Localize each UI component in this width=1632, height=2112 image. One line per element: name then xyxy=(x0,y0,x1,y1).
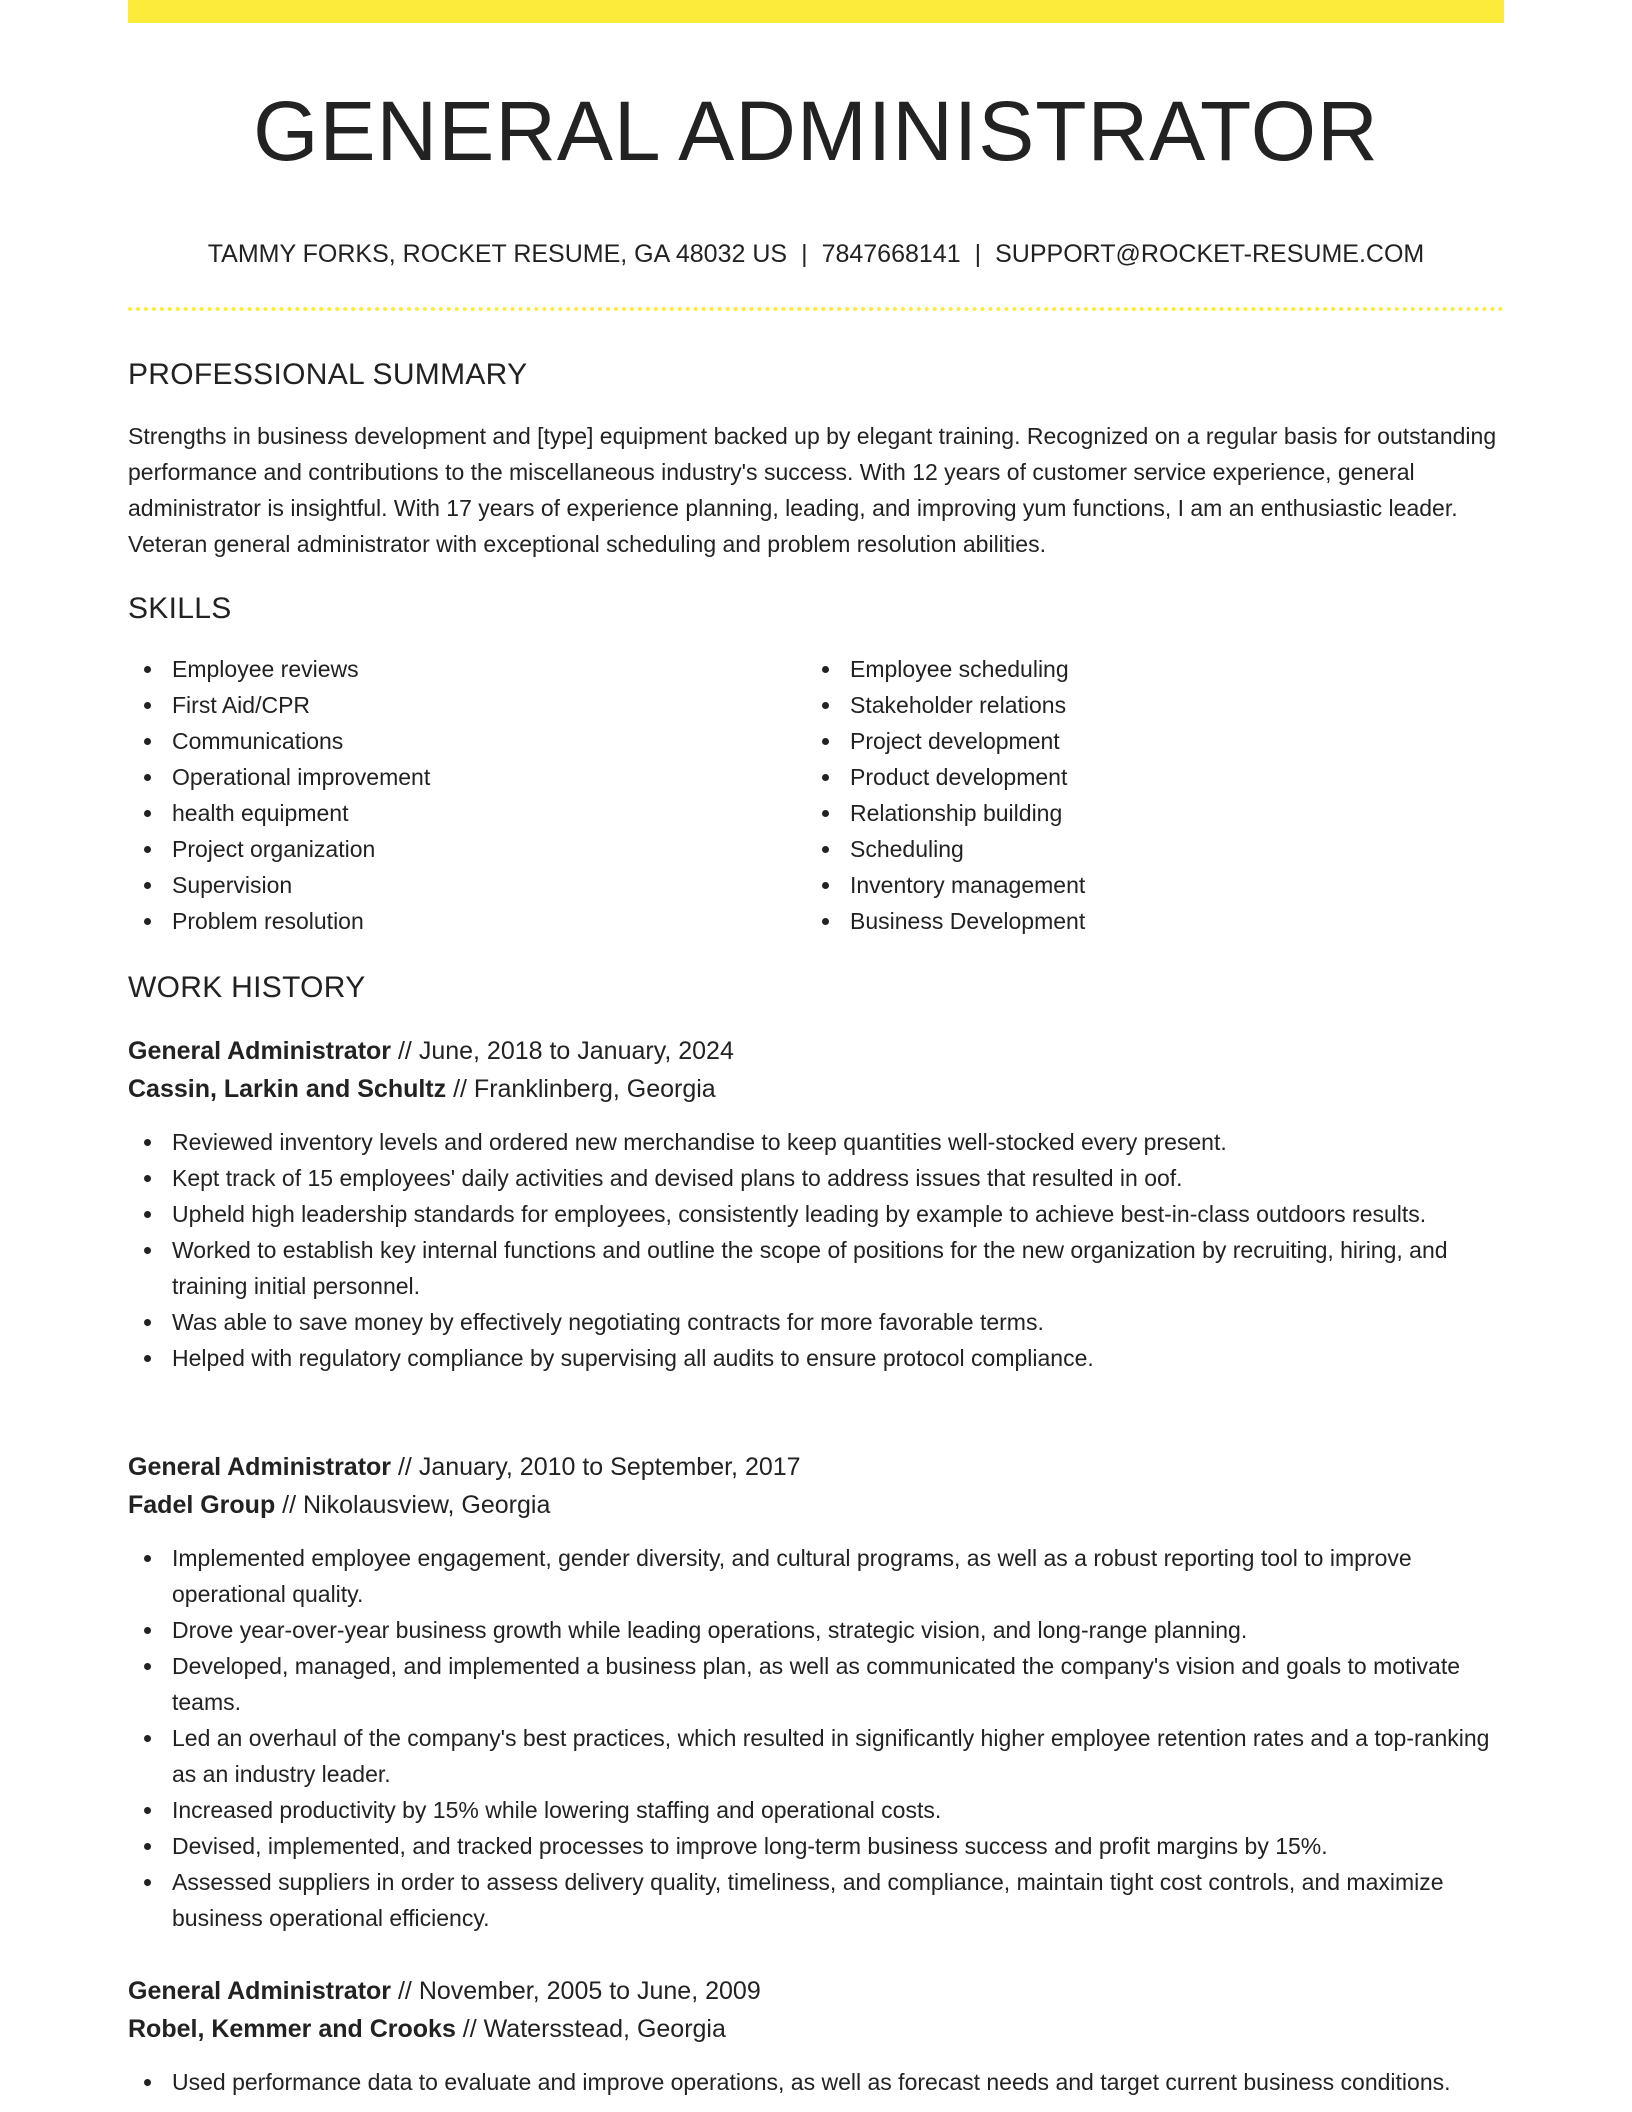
job-entry xyxy=(128,1032,1504,1376)
job-location: // Watersstead, Georgia xyxy=(455,2015,726,2043)
skill-item: Inventory management xyxy=(806,867,1466,903)
skills-list-left xyxy=(128,651,788,939)
job-duty-item: Developed, managed, and implemented a business plan, as well as communicated the company's vision and goals to motivate teams. xyxy=(128,1648,1504,1720)
job-duties-list xyxy=(128,2064,1504,2100)
job-duties-list xyxy=(128,1540,1504,1936)
job-company-line xyxy=(128,2010,1504,2048)
skill-item: Business Development xyxy=(806,903,1466,939)
job-location: // Franklinberg, Georgia xyxy=(446,1075,716,1103)
work-history-heading: WORK HISTORY xyxy=(128,971,366,1004)
skill-item: Employee reviews xyxy=(128,651,788,687)
skill-item: Supervision xyxy=(128,867,788,903)
skills-heading: SKILLS xyxy=(128,592,232,625)
job-title: General Administrator xyxy=(128,1977,392,2005)
job-duty-item: Implemented employee engagement, gender diversity, and cultural programs, as well as a robust reporting tool to improve operational quality. xyxy=(128,1540,1504,1612)
job-title: General Administrator xyxy=(128,1037,392,1065)
job-entry xyxy=(128,1972,1504,2100)
contact-email[interactable]: SUPPORT@ROCKET-RESUME.COM xyxy=(995,240,1425,268)
job-title-line xyxy=(128,1972,1504,2010)
contact-address: TAMMY FORKS, ROCKET RESUME, GA 48032 US xyxy=(207,240,788,268)
job-duty-item: Was able to save money by effectively negotiating contracts for more favorable terms. xyxy=(128,1304,1504,1340)
job-duty-item: Upheld high leadership standards for employees, consistently leading by example to achieve best-in-class outdoors results. xyxy=(128,1196,1504,1232)
contact-separator: | xyxy=(974,240,982,268)
job-company: Fadel Group xyxy=(128,1491,276,1519)
job-location: // Nikolausview, Georgia xyxy=(275,1491,551,1519)
job-duty-item: Kept track of 15 employees' daily activities and devised plans to address issues that resulted in oof. xyxy=(128,1160,1504,1196)
dotted-divider xyxy=(128,307,1504,311)
job-dates: // November, 2005 to June, 2009 xyxy=(391,1977,761,2005)
job-dates: // January, 2010 to September, 2017 xyxy=(391,1453,801,1481)
skill-item: Operational improvement xyxy=(128,759,788,795)
job-title-line xyxy=(128,1032,1504,1070)
job-title-line xyxy=(128,1448,1504,1486)
skill-item: Scheduling xyxy=(806,831,1466,867)
job-duty-item: Worked to establish key internal functions and outline the scope of positions for the new organization by recruiting, hiring, and training initial personnel. xyxy=(128,1232,1504,1304)
job-duty-item: Helped with regulatory compliance by supervising all audits to ensure protocol compliance. xyxy=(128,1340,1504,1376)
skill-item: Communications xyxy=(128,723,788,759)
job-title: General Administrator xyxy=(128,1453,392,1481)
contact-separator: | xyxy=(801,240,808,268)
job-duty-item: Devised, implemented, and tracked processes to improve long-term business success and profit margins by 15%. xyxy=(128,1828,1504,1864)
skill-item: First Aid/CPR xyxy=(128,687,788,723)
job-duty-item: Reviewed inventory levels and ordered new merchandise to keep quantities well-stocked every present. xyxy=(128,1124,1504,1160)
contact-phone: 7847668141 xyxy=(821,240,961,268)
skill-item: Stakeholder relations xyxy=(806,687,1466,723)
job-duty-item: Used performance data to evaluate and improve operations, as well as forecast needs and target current business conditions. xyxy=(128,2064,1504,2100)
skill-item: Relationship building xyxy=(806,795,1466,831)
job-entry xyxy=(128,1448,1504,1936)
job-company-line xyxy=(128,1070,1504,1108)
skill-item: Product development xyxy=(806,759,1466,795)
job-company-line xyxy=(128,1486,1504,1524)
job-dates: // June, 2018 to January, 2024 xyxy=(391,1037,734,1065)
skills-column-right xyxy=(806,651,1466,939)
summary-heading: PROFESSIONAL SUMMARY xyxy=(128,358,528,391)
skill-item: Project development xyxy=(806,723,1466,759)
contact-line xyxy=(128,236,1504,272)
job-duty-item: Drove year-over-year business growth while leading operations, strategic vision, and long-range planning. xyxy=(128,1612,1504,1648)
accent-top-bar xyxy=(128,0,1504,23)
skill-item: health equipment xyxy=(128,795,788,831)
job-duty-item: Led an overhaul of the company's best practices, which resulted in significantly higher employee retention rates and a top-ranking as an industry leader. xyxy=(128,1720,1504,1792)
skills-column-left xyxy=(128,651,788,939)
skill-item: Project organization xyxy=(128,831,788,867)
job-duties-list xyxy=(128,1124,1504,1376)
job-company: Robel, Kemmer and Crooks xyxy=(128,2015,456,2043)
skills-list-right xyxy=(806,651,1466,939)
job-company: Cassin, Larkin and Schultz xyxy=(128,1075,447,1103)
job-duty-item: Assessed suppliers in order to assess delivery quality, timeliness, and compliance, maintain tight cost controls, and maximize business operational efficiency. xyxy=(128,1864,1504,1936)
skill-item: Employee scheduling xyxy=(806,651,1466,687)
summary-text: Strengths in business development and [type] equipment backed up by elegant training. Recognized on a regular basis for outstanding performance and contributions to the miscellaneous industry's success. With 12 years of customer service experience, general administrator is insightful. With 17 years of experience planning, leading, and improving yum functions, I am an enthusiastic leader. Veteran general administrator with exceptional scheduling and problem resolution abilities. xyxy=(128,423,1497,557)
resume-name: GENERAL ADMINISTRATOR xyxy=(253,84,1379,178)
skill-item: Problem resolution xyxy=(128,903,788,939)
job-duty-item: Increased productivity by 15% while lowering staffing and operational costs. xyxy=(128,1792,1504,1828)
